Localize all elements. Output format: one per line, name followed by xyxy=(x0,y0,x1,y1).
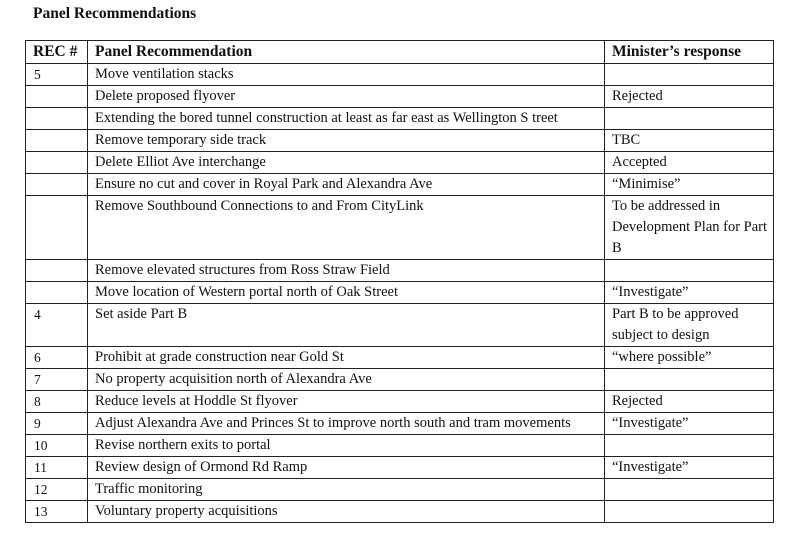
page-title: Panel Recommendations xyxy=(33,5,197,22)
table-row xyxy=(26,413,774,435)
recommendation-cell: Extending the bored tunnel construction at least as far east as Wellington S treet xyxy=(88,108,605,130)
recommendation-cell: Voluntary property acquisitions xyxy=(88,501,605,523)
table-header-row xyxy=(26,41,774,64)
rec-number-cell: 12 xyxy=(26,479,88,501)
recommendation-cell: Remove Southbound Connections to and From CityLink xyxy=(88,196,605,260)
table-row xyxy=(26,196,774,260)
rec-number-cell: 5 xyxy=(26,64,88,86)
table-row xyxy=(26,130,774,152)
response-cell xyxy=(605,479,774,501)
recommendation-cell: Delete proposed flyover xyxy=(88,86,605,108)
table-row xyxy=(26,501,774,523)
rec-number-cell xyxy=(26,196,88,260)
table-row xyxy=(26,174,774,196)
response-cell: Accepted xyxy=(605,152,774,174)
rec-number-cell xyxy=(26,108,88,130)
recommendation-cell: Revise northern exits to portal xyxy=(88,435,605,457)
rec-number-cell: 10 xyxy=(26,435,88,457)
recommendation-cell: Remove temporary side track xyxy=(88,130,605,152)
rec-number-cell xyxy=(26,174,88,196)
rec-number-cell xyxy=(26,282,88,304)
response-cell: “Investigate” xyxy=(605,457,774,479)
table-row xyxy=(26,457,774,479)
recommendation-cell: Move ventilation stacks xyxy=(88,64,605,86)
recommendation-cell: Move location of Western portal north of Oak Street xyxy=(88,282,605,304)
rec-number-cell xyxy=(26,260,88,282)
rec-number-cell: 13 xyxy=(26,501,88,523)
recommendation-cell: Adjust Alexandra Ave and Princes St to improve north south and tram movements xyxy=(88,413,605,435)
response-cell: “Investigate” xyxy=(605,413,774,435)
recommendation-cell: Reduce levels at Hoddle St flyover xyxy=(88,391,605,413)
table-row xyxy=(26,435,774,457)
recommendation-cell: Review design of Ormond Rd Ramp xyxy=(88,457,605,479)
header-ministers-response: Minister’s response xyxy=(605,41,774,64)
response-cell xyxy=(605,369,774,391)
header-panel-recommendation: Panel Recommendation xyxy=(88,41,605,64)
table-row xyxy=(26,304,774,347)
recommendation-cell: Prohibit at grade construction near Gold St xyxy=(88,347,605,369)
table-row xyxy=(26,64,774,86)
table-row xyxy=(26,152,774,174)
response-cell: To be addressed in Development Plan for Part B xyxy=(605,196,774,260)
recommendation-cell: Delete Elliot Ave interchange xyxy=(88,152,605,174)
recommendation-cell: Remove elevated structures from Ross Straw Field xyxy=(88,260,605,282)
table-row xyxy=(26,347,774,369)
recommendation-cell: Set aside Part B xyxy=(88,304,605,347)
response-cell: “Investigate” xyxy=(605,282,774,304)
recommendation-cell: Traffic monitoring xyxy=(88,479,605,501)
response-cell: TBC xyxy=(605,130,774,152)
table-row xyxy=(26,108,774,130)
table-row xyxy=(26,282,774,304)
recommendation-cell: Ensure no cut and cover in Royal Park and Alexandra Ave xyxy=(88,174,605,196)
rec-number-cell: 6 xyxy=(26,347,88,369)
response-cell xyxy=(605,435,774,457)
recommendation-cell: No property acquisition north of Alexandra Ave xyxy=(88,369,605,391)
response-cell xyxy=(605,501,774,523)
response-cell: Rejected xyxy=(605,391,774,413)
response-cell: Rejected xyxy=(605,86,774,108)
response-cell xyxy=(605,260,774,282)
response-cell: “where possible” xyxy=(605,347,774,369)
table-row xyxy=(26,86,774,108)
response-cell xyxy=(605,108,774,130)
rec-number-cell xyxy=(26,152,88,174)
response-cell xyxy=(605,64,774,86)
table-row xyxy=(26,260,774,282)
response-cell: “Minimise” xyxy=(605,174,774,196)
table-row xyxy=(26,479,774,501)
response-cell: Part B to be approved subject to design xyxy=(605,304,774,347)
rec-number-cell xyxy=(26,86,88,108)
rec-number-cell xyxy=(26,130,88,152)
rec-number-cell: 9 xyxy=(26,413,88,435)
rec-number-cell: 7 xyxy=(26,369,88,391)
rec-number-cell: 11 xyxy=(26,457,88,479)
rec-number-cell: 4 xyxy=(26,304,88,347)
table-row xyxy=(26,369,774,391)
recommendations-table xyxy=(25,40,774,523)
rec-number-cell: 8 xyxy=(26,391,88,413)
table-row xyxy=(26,391,774,413)
header-rec-number: REC # xyxy=(26,41,88,64)
